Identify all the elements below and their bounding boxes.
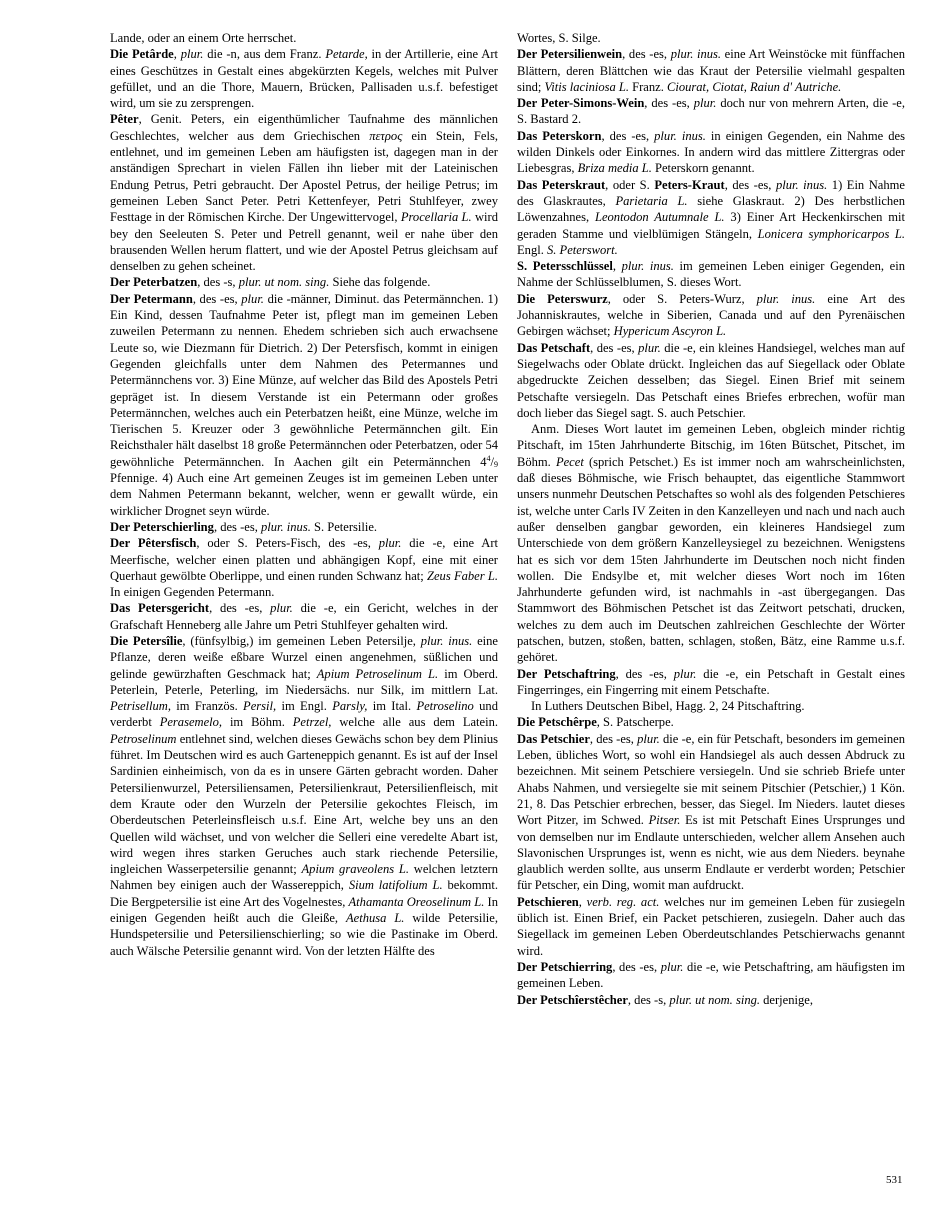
entry-text: , — [173, 47, 181, 62]
entry-text: , des -es, — [590, 340, 639, 355]
entry-text: plur. inus. — [260, 519, 311, 534]
entry-text: Pecet — [555, 454, 584, 469]
entry-text: die -e, ein Gericht, welches in der Grafschaft Henneberg alle Jahre um Petri Stuhlfeyer gehalten wird. — [110, 601, 498, 632]
entry-text: im Ital. — [367, 699, 417, 714]
dictionary-entry — [517, 340, 905, 421]
dictionary-entry — [110, 519, 498, 535]
entry-text: , des -es, — [589, 731, 638, 746]
entry-text: , des -es, — [601, 128, 655, 143]
entry-text: πετρος — [369, 128, 403, 143]
entry-text: , des -es, — [622, 47, 671, 62]
page-number: 531 — [886, 1174, 903, 1186]
entry-text: Vitis laciniosa L. — [544, 79, 630, 94]
entry-text: die -männer, Diminut. das Petermännchen. 1) Ein Kind, dessen Taufnahme Peter ist, pflegt man im gemeinen Leben zuweilen Petermann zu nennen. Ehedem schrieben sich auch erwachsene Leute so, wie Diezmann für Dietrich. 2) Der Petersfisch, kommt in einigen Gegenden gleichfalls unter dem Nahmen des Petermannes und Petermännchens vor. 3) Eine Münze, auf welcher das Bild des Apostels Petri gepräget ist. In diesem Verstande ist ein Petermann oder großes Petermännchen, welches auch ein Peterbatzen heißt, eine Münze, welche im Tierischen 5. Kreuzer oder 3 gewöhnliche Petermännchen gilt. Ein Reichsthaler hält daselbst 18 große Petermännchen oder Peterbatzen, oder 54 gewöhnliche Petermännchen. In Aachen gilt ein Petermännchen 4 — [110, 291, 498, 469]
entry-text: ein Stein, Fels, entlehnet, und im gemeinen Leben am häufigsten ist, dagegen man in der anständigen Sprechart in vielen Fällen ihn lieber mit der Lateinischen Endung Petrus, Petri gebraucht. Der Apostel Petrus, der heilige Petrus; im gemeinen Leben Sanct Peter. Petri Kettenfeyer, Petri Stuhlfeyer, zwey Festtage in der Römischen Kirche. Der Ungewittervogel, — [110, 128, 498, 225]
dictionary-entry — [517, 714, 905, 730]
entry-text: entlehnet sind, welchen dieses Gewächs schon bey dem Plinius führet. Im Deutschen wird es auch Garteneppich genannt. Es ist auf der Insel Sardinien einheimisch, von da es in unsere Gärten gebracht worden. Daher Petersilienwurzel, Petersiliensamen, Petersilienkraut, Petersilienfleisch, mit dem Kraute oder den Wurzeln der Petersilie gekochtes Fleisch, im Oberdeutschen Peterleinsfleisch u.s.f. Eine Art, welche bey uns an den Quellen wild wächset, und von welcher die Selleri eine veredelte Abart ist, wird wegen ihres starken Geruches auch stark riechende Petersilie, ingleichen Wasserpetersilie genannt; — [110, 731, 498, 877]
entry-text: Wortes, S. Silge. — [517, 31, 601, 45]
dictionary-entry — [517, 128, 905, 177]
entry-text: plur. — [378, 536, 402, 551]
entry-text: welchen letztern Nahmen bey einigen auch der Wassereppich, — [110, 862, 498, 893]
entry-text: die -e, ein Petschaft in Gestalt eines Fingerringes, ein Fingerring mit einem Petschafte. — [517, 666, 905, 697]
entry-text: Leontodon Autumnale L. — [594, 210, 725, 225]
entry-text: in der Artillerie, eine Art eines Geschützes in Gestalt eines abgekürzten Kegels, welches mit Pulver gefüllet, und an die Thore, Mauern, Brücken, Pallisaden u.s.f. befestiget wird, um sie zu zersprengen. — [110, 47, 498, 111]
entry-text: derjenige, — [760, 992, 813, 1007]
dictionary-entry — [110, 111, 498, 274]
dictionary-entry — [517, 30, 905, 46]
entry-text: , des -es, — [612, 959, 661, 974]
dictionary-entry — [517, 291, 905, 340]
entry-text: wilde Petersilie, Hundspetersilie und Petersilienschierling; so wie die Pastinake im Oberd. auch Wälsche Petersilie genannt wird. Von der letzten Hälfte des — [110, 911, 498, 958]
entry-headword: Der Petschierring — [517, 959, 613, 974]
entry-text: plur. — [637, 731, 660, 746]
entry-headword: Die Peterswurz — [517, 291, 608, 306]
entry-text: welches nur im gemeinen Leben für zusiegeln üblich ist. Einen Brief, ein Packet petschieren, zusiegeln. Daher auch das Siegellack im gemeinen Leben Oberdeutschlandes Petschierwachs genannt wird. — [517, 894, 905, 958]
entry-text: doch nur von mehrern Arten, die -e, S. Bastard 2. — [517, 96, 905, 127]
entry-text: plur. ut nom. sing. — [238, 275, 330, 290]
dictionary-entry — [517, 959, 905, 992]
entry-text: , — [612, 259, 622, 274]
entry-text: Petrzel, — [292, 715, 332, 730]
entry-text: 9 — [494, 459, 498, 469]
dictionary-entry — [517, 46, 905, 95]
entry-text: Hypericum Ascyron L. — [613, 324, 727, 339]
entry-text: plur. inus. — [670, 47, 722, 62]
entry-headword: Die Petersîlie — [110, 633, 183, 648]
entry-text: Franz. — [629, 79, 667, 94]
entry-text: , Genit. Peters, ein eigenthümlicher Taufnahme des männlichen Geschlechtes, welcher aus dem Griechischen — [110, 112, 498, 143]
entry-text: verb. reg. act. — [586, 894, 660, 909]
entry-text: die -e, eine Art Meerfische, welcher einen platten und abhängigen Kopf, eine mit einer Querhaut gewölbte Oberlippe, und einen runden Schwanz hat; — [110, 536, 498, 583]
entry-headword: Der Petersilienwein — [517, 47, 623, 62]
entry-headword: Pêter — [110, 112, 139, 127]
entry-text: Parietaria L. — [615, 193, 688, 208]
entry-headword: Der Pêtersfisch — [110, 536, 197, 551]
dictionary-entry — [517, 258, 905, 291]
entry-headword: Die Petârde — [110, 47, 174, 62]
entry-text: , (fünfsylbig,) im gemeinen Leben Petersilje, — [182, 633, 421, 648]
entry-text: im Böhm. — [222, 715, 293, 730]
dictionary-entry — [110, 274, 498, 290]
entry-text: plur. inus. — [756, 291, 816, 306]
entry-text: im gemeinen Leben einiger Gegenden, ein Nahme der Schlüsselblumen, S. dieses Wort. — [517, 259, 905, 290]
entry-text: plur. — [180, 47, 204, 62]
entry-text: Anm. Dieses Wort lautet im gemeinen Leben, obgleich minder richtig Pitschaft, im 15ten Jahrhunderte Bitschig, im 16ten Bütschet, Pitschet, im Böhm. — [517, 422, 905, 469]
dictionary-entry — [517, 731, 905, 894]
entry-headword: Der Peter-Simons-Wein — [517, 96, 645, 111]
entry-text: Apium Petroselinum L. — [316, 666, 439, 681]
dictionary-entry — [110, 46, 498, 111]
dictionary-entry — [517, 666, 905, 699]
entry-text: plur. ut nom. sing. — [669, 992, 761, 1007]
entry-text: S. Peterswort. — [546, 242, 618, 257]
dictionary-entry — [110, 633, 498, 959]
entry-text: Siehe das folgende. — [329, 275, 431, 290]
entry-text: plur. — [673, 666, 697, 681]
entry-text: im Französ. — [170, 699, 244, 714]
entry-headword: Der Peterschierling — [110, 519, 214, 534]
right-column — [517, 30, 905, 1008]
entry-headword: S. Petersschlüssel — [517, 259, 613, 274]
entry-text: die -e, wie Petschaftring, am häufigsten im gemeinen Leben. — [517, 959, 905, 991]
entry-text: Pfennige. 4) Auch eine Art gemeinen Zeuges ist im gemeinen Leben unter dem Nahmen Petermann bekannt, welcher, wenn er gewallt würde, ein wirklicher Drognet seyn würde. — [110, 471, 498, 518]
entry-text: plur. inus. — [420, 633, 473, 648]
entry-text: plur. — [241, 291, 264, 306]
left-column — [110, 30, 498, 959]
entry-text: Parsly, — [332, 699, 368, 714]
entry-text: siehe Glaskraut. 2) Des herbstlichen Löwenzahnes, — [517, 193, 906, 225]
dictionary-entry — [517, 95, 905, 128]
entry-text: die -e, ein für Petschaft, besonders im gemeinen Leben, übliches Wort, so wohl ein Handsiegel als auch dessen Abdruck zu bezeichnen. Mit seinem Petschiere versiegeln. Und sie schrieb Briefe unter Ahabs Nahmen, und versiegelte sie mit seinem Pitschier (Petschier,) 1 Kön. 21, 8. Das Petschier erbrechen, besser, das Siegel. Im Nieders. lautet dieses Wort Pitzer, im Schwed. — [517, 731, 905, 828]
entry-text: , des -es, — [615, 666, 674, 681]
entry-text: 1) Ein Nahme des Glaskrautes, — [517, 177, 905, 208]
entry-text: Petroselino — [416, 699, 474, 714]
entry-text: eine Art Weinstöcke mit fünffachen Blättern, deren Blättchen wie das Kraut der Petersilie vielmahl gespalten sind; — [517, 47, 905, 94]
entry-text: plur. — [270, 601, 293, 616]
entry-text: plur. — [660, 959, 684, 974]
entry-text: Aethusa L. — [345, 911, 405, 926]
entry-text: und verderbt — [110, 699, 498, 730]
dictionary-entry — [110, 535, 498, 600]
entry-headword: Petschieren — [517, 894, 579, 909]
entry-headword: Die Petschêrpe — [517, 715, 597, 730]
entry-text: 3) Einer Art Heckenkirschen mit geraden Stamme und vielblümigen Stängeln, — [517, 210, 905, 241]
entry-text: die -n, aus dem Franz. — [203, 47, 326, 62]
entry-text: Ciourat, Ciotat, Raiun d' Autriche. — [667, 79, 842, 94]
entry-text: , des -s, — [627, 992, 670, 1007]
entry-headword: Das Petschaft — [517, 340, 591, 355]
entry-headword: Das Petschier — [517, 731, 590, 746]
entry-text: Zeus Faber L. — [427, 568, 498, 583]
entry-headword: Das Peterskorn — [517, 128, 602, 143]
entry-text: , oder S. — [605, 177, 655, 192]
entry-text: , des -es, — [724, 177, 776, 192]
dictionary-entry — [517, 421, 905, 665]
entry-headword: Der Petschaftring — [517, 666, 616, 681]
entry-headword: Das Peterskraut — [517, 177, 606, 192]
entry-headword: Der Peterbatzen — [110, 275, 198, 290]
entry-text: Es ist mit Petschaft Eines Ursprunges und von demselben nur im Endlaute unterschieden, welcher allem Ansehen auch Slavonischen Ursprunges ist, wenn es nicht, wie aus dem Nieders. beynahe glaublich werden sollte, aus unserm Endlaute er verderbt worden; Petschier für Petscher, ein Ding, womit man aufdruckt. — [517, 813, 906, 893]
entry-text: S. Petersilie. — [310, 519, 378, 534]
entry-text: (sprich Petschet.) Es ist immer noch am wahrscheinlichsten, daß dieses Böhmische, wie Frisch behauptet, das eigentliche Stammwort unsers nunmehr Deutschen Petschaftes so wohl als des folgenden Petschieres ist, welche unter Carls IV Zeiten in den Kanzelleyen und nach und nach auch außer denselben gangbar geworden, ein kleineres Handsiegel zum Unterschiede von dem größern Kanzelleysiegel zu bezeichnen. Wenigstens hat es sich vor dem 15ten Jahrhunderte im Deutschen noch nicht finden wollen. Die Endsylbe et, mit welcher dieses Wort noch im 16ten Jahrhunderte gefunden wird, ist nachmahls in -ast übergegangen. Das Stammwort des Böhmischen Petschet ist das Zeitwort petschati, drucken, welches zu dem auch im Deutschen zahlreichen Geschlechte der Wörter patschen, butzen, stoßen, batten, schlagen, stoßen, Bätz, eine Ramme u.s.f. gehöret. — [517, 454, 906, 665]
entry-text: bekommt. Die Bergpetersilie ist eine Art des Vogelnestes, — [110, 878, 498, 909]
entry-text: Briza media L. — [577, 161, 652, 176]
entry-text: Athamanta Oreoselinum L. — [348, 894, 485, 909]
entry-text: / — [490, 454, 494, 469]
entry-text: Apium graveolens L. — [301, 862, 409, 877]
entry-text: Sium latifolium L. — [348, 878, 443, 893]
entry-text: Petrisellum, — [110, 699, 171, 714]
dictionary-entry — [517, 177, 905, 258]
entry-text: wird bey den Seeleuten S. Peter und Petrell genannt, weil er nahe über den brausenden Wellen herum flattert, und wie der Apostel Petrus gleichsam auf denselben zu gehen scheinet. — [110, 210, 498, 274]
entry-headword: Das Petersgericht — [110, 601, 210, 616]
entry-text: die -e, ein kleines Handsiegel, welches man auf Siegelwachs oder Oblate drückt. Ingleichen das auf Siegellack oder Oblate abgedruckte Zeichen desselben; das Siegel. Einen Brief mit seinem Petschafte versiegeln. Das Petschaft eines Briefes erbrechen, wofür man doch lieber das Siegel sagt. S. auch Petschier. — [517, 340, 905, 420]
entry-text: eine Art des Johanniskrautes, welche in Siberien, Canada und auf den Pyrenäischen Gebirgen wächset; — [517, 291, 905, 339]
entry-text: , des -es, — [213, 519, 261, 534]
entry-text: , des -es, — [192, 291, 242, 306]
entry-text: Procellaria L. — [400, 210, 472, 225]
entry-text: in einigen Gegenden, ein Nahme des wilden Dinkels oder Einkornes. In andern wird das mittlere Zittergras oder Liebesgras, — [517, 128, 905, 176]
entry-text: , des -es, — [209, 601, 271, 616]
entry-text: Pitser. — [648, 813, 681, 828]
entry-text: plur. — [693, 96, 717, 111]
entry-text: In einigen Gegenden heißt auch die Gleiße, — [110, 894, 498, 926]
entry-text: In einigen Gegenden Petermann. — [110, 585, 275, 600]
entry-text: , oder S. Peters-Wurz, — [607, 291, 757, 306]
entry-text: Peterskorn genannt. — [651, 161, 755, 176]
entry-text: , oder S. Peters-Fisch, des -es, — [196, 536, 379, 551]
dictionary-entry — [517, 698, 905, 714]
entry-text: , des -es, — [644, 96, 694, 111]
entry-text: 4 — [486, 453, 491, 463]
entry-headword: Der Petschîerstêcher — [517, 992, 628, 1007]
entry-text: Lonicera symphoricarpos L. — [757, 226, 905, 241]
entry-text: , S. Patscherpe. — [596, 715, 674, 730]
entry-text: welche alle aus dem Latein. — [331, 715, 498, 730]
entry-text: Lande, oder an einem Orte herrschet. — [110, 31, 297, 45]
dictionary-entry — [110, 291, 498, 519]
entry-headword: Der Petermann — [110, 291, 193, 306]
dictionary-entry — [517, 992, 905, 1008]
entry-text: In Luthers Deutschen Bibel, Hagg. 2, 24 Pitschaftring. — [531, 699, 805, 714]
entry-text: im Oberd. Peterlein, Peterle, Peterling, im Niedersächs. nur Silk, im mittlern Lat. — [110, 666, 499, 697]
entry-text: Petroselinum — [110, 731, 177, 746]
entry-headword: Peters-Kraut — [654, 177, 725, 192]
entry-text: im Engl. — [276, 699, 333, 714]
entry-text: plur. inus. — [775, 177, 828, 192]
dictionary-entry — [517, 894, 905, 959]
entry-text: , — [578, 894, 587, 909]
entry-text: Engl. — [517, 242, 547, 257]
entry-text: plur. — [638, 340, 661, 355]
entry-text: Perasemelo, — [159, 715, 223, 730]
entry-text: plur. inus. — [654, 128, 706, 143]
entry-text: plur. inus. — [621, 259, 674, 274]
entry-text: Persil, — [243, 699, 277, 714]
entry-text: , des -s, — [197, 275, 239, 290]
entry-text: Petarde, — [325, 47, 368, 62]
dictionary-entry — [110, 600, 498, 633]
entry-text: eine Pflanze, deren weiße eßbare Wurzel einen angenehmen, süßlichen und gelinde gewürzhaften Geschmack hat; — [110, 633, 498, 681]
dictionary-entry — [110, 30, 498, 46]
